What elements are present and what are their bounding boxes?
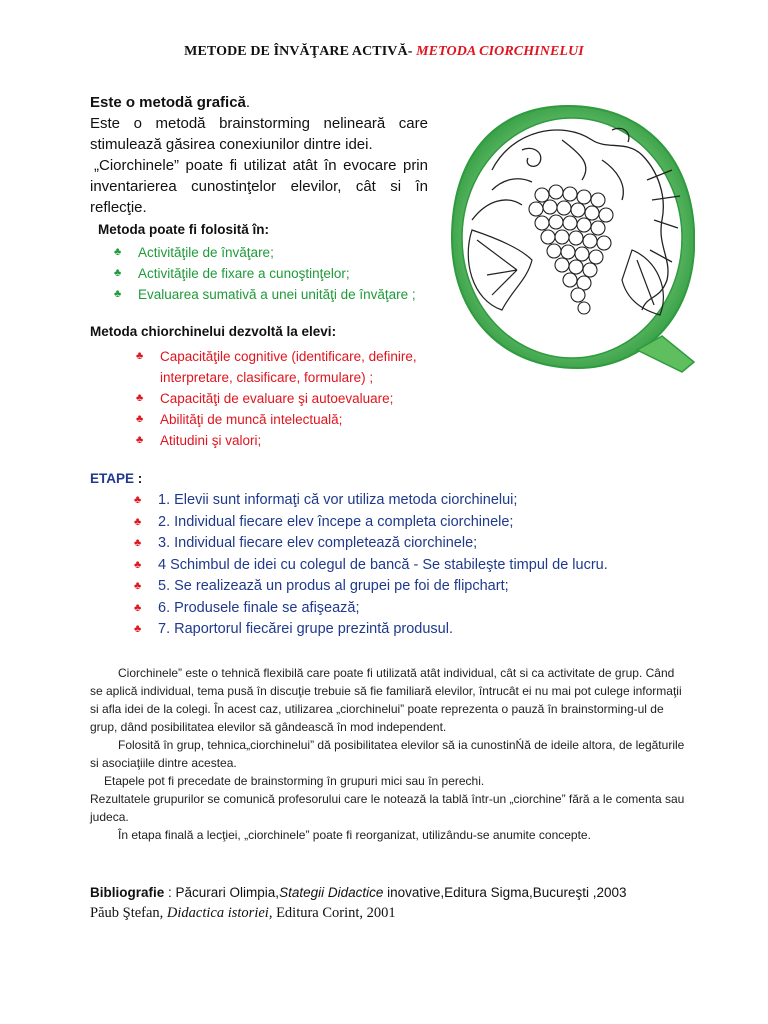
list-item: ♣ 4 Schimbul de idei cu colegul de bancă - Se stabileşte timpul de lucru. — [134, 555, 694, 577]
club-bullet-icon: ♣ — [136, 413, 144, 425]
grape-cluster-illustration — [432, 100, 704, 376]
intro-paragraph-2: „Ciorchinele” poate fi utilizat atât în evocare prin inventarierea cunostinţelor elevilor, cât si în reflecţie. — [90, 157, 428, 216]
list-item: ♣ 5. Se realizează un produs al grupei pe foi de flipchart; — [134, 576, 694, 598]
usage-list — [114, 242, 428, 305]
list-item: ♣ Evaluarea sumativă a unei unităţi de învăţare ; — [114, 284, 428, 305]
club-bullet-icon: ♣ — [134, 601, 142, 614]
bib-entry-2-rest: , Editura Corint, 2001 — [268, 905, 396, 921]
bib-entry-2-title: Didactica istoriei — [166, 905, 269, 921]
title-main: METODE DE ÎNVĂŢARE ACTIVĂ- — [184, 44, 413, 59]
title-accent: METODA CIORCHINELUI — [416, 44, 584, 59]
usage-heading: Metoda poate fi folosită în: — [98, 222, 269, 237]
bib-entry-1-title: Stategii Didactice — [279, 885, 384, 900]
list-item: ♣ Capacităţile cognitive (identificare, definire, interpretare, clasificare, formulare) ; — [136, 346, 426, 388]
bib-entry-1-rest: inovative,Editura Sigma,Bucureşti ,2003 — [383, 885, 627, 900]
club-bullet-icon: ♣ — [136, 350, 144, 362]
body-paragraph-5: În etapa finală a lecţiei, „ciorchinele” poate fi reorganizat, utilizându-se anumite concepte. — [118, 828, 591, 842]
body-paragraph-2: Folosită în grup, tehnica„ciorchinelui” dă posibilitatea elevilor să ia cunostinŃă de ideile altora, de legăturile si asociaţiile dintre acestea. — [90, 738, 685, 770]
intro-lead: Este o metodă grafică — [90, 94, 246, 111]
intro-paragraph-1: Este o metodă brainstorming nelineară care stimulează găsirea conexiunilor dintre idei. — [90, 115, 428, 153]
body-paragraph-1: Ciorchinele” este o tehnică flexibilă care poate fi utilizată atât individual, cât si ca activitate de grup. Când se aplică individual, tema pusă în discuţie trebuie să fie familiară elevilor, întrucât ei nu mai pot culege informaţii si afla idei de la colegi. În acest caz, utilizarea „ciorchinelui” poate reprezenta o pauză în brainstorming-ul de grup, dând posibilitatea elevilor să gândească în mod independent. — [90, 666, 682, 734]
etape-list — [134, 490, 694, 641]
list-item: ♣ 1. Elevii sunt informaţi că vor utiliza metoda ciorchinelui; — [134, 490, 694, 512]
list-item: ♣ Abilităţi de muncă intelectuală; — [136, 409, 426, 430]
club-bullet-icon: ♣ — [114, 246, 122, 258]
page-title — [0, 44, 768, 60]
club-bullet-icon: ♣ — [134, 558, 142, 571]
club-bullet-icon: ♣ — [114, 267, 122, 279]
list-item: ♣ Activităţile de fixare a cunoştinţelor; — [114, 263, 428, 284]
bib-entry-1-author: Păcurari Olimpia, — [175, 885, 280, 900]
intro-section — [90, 92, 428, 218]
club-bullet-icon: ♣ — [136, 392, 144, 404]
bib-entry-2-author: Păub Ştefan, — [90, 905, 167, 921]
list-item: ♣ Atitudini şi valori; — [136, 430, 426, 451]
list-item: ♣ Activităţile de învăţare; — [114, 242, 428, 263]
club-bullet-icon: ♣ — [134, 580, 142, 592]
body-paragraph-3: Etapele pot fi precedate de brainstorming în grupuri mici sau în perechi. — [104, 774, 485, 788]
bibliography-label: Bibliografie — [90, 885, 165, 900]
etape-heading: ETAPE : — [90, 471, 143, 486]
intro-lead-punct: . — [245, 94, 251, 111]
list-item: ♣ 6. Produsele finale se afişează; — [134, 598, 694, 620]
club-bullet-icon: ♣ — [114, 288, 122, 300]
list-item: ♣ 3. Individual fiecare elev completează ciorchinele; — [134, 533, 694, 555]
club-bullet-icon: ♣ — [134, 537, 142, 549]
club-bullet-icon: ♣ — [134, 623, 142, 635]
club-bullet-icon: ♣ — [136, 434, 144, 446]
list-item: ♣ 2. Individual fiecare elev începe a completa ciorchinele; — [134, 512, 694, 534]
develops-heading: Metoda chiorchinelui dezvoltă la elevi: — [90, 324, 337, 339]
club-bullet-icon: ♣ — [134, 494, 142, 506]
list-item: ♣ Capacităţi de evaluare şi autoevaluare; — [136, 388, 426, 409]
list-item: ♣ 7. Raportorul fiecărei grupe prezintă produsul. — [134, 619, 694, 641]
bibliography: Bibliografie : Păcurari Olimpia,Stategii Didactice inovative,Editura Sigma,Bucureşti ,2003 Păub Ştefan, Didactica istoriei, Editura Corint, 2001 — [90, 885, 627, 921]
develops-list — [136, 346, 426, 451]
body-paragraph-4: Rezultatele grupurilor se comunică profesorului care le notează la tablă într-un „ciorchine” fără a le comenta sau judeca. — [90, 792, 685, 824]
club-bullet-icon: ♣ — [134, 515, 142, 528]
body-text — [90, 664, 686, 844]
